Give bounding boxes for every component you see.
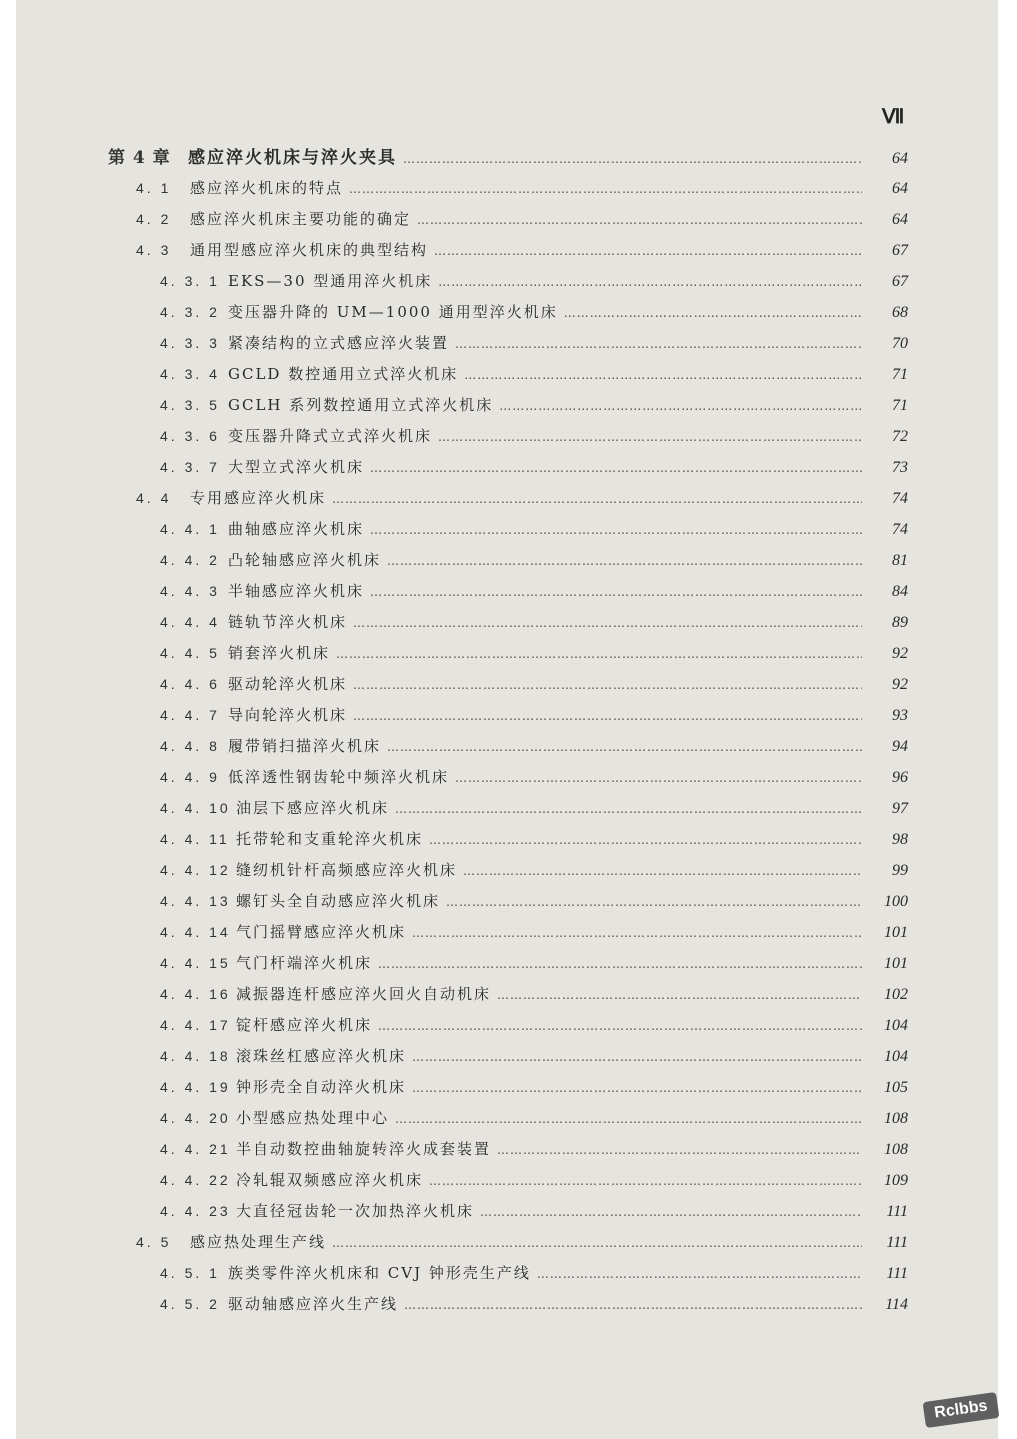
dot-leader: [395, 802, 862, 816]
toc-entry-number: 4. 5. 2: [160, 1296, 220, 1312]
toc-entry[interactable]: [108, 549, 908, 577]
toc-entry[interactable]: [108, 1293, 908, 1321]
toc-entry-page: 97: [892, 800, 908, 817]
toc-entry-page: 64: [892, 180, 908, 197]
toc-entry-title: 大直径冠齿轮一次加热淬火机床: [236, 1202, 475, 1220]
dot-leader: [387, 554, 862, 568]
toc-entry[interactable]: [108, 673, 908, 701]
dot-leader: [463, 864, 862, 878]
dot-leader: [429, 1174, 862, 1188]
toc-entry-title: 驱动轮淬火机床: [228, 675, 348, 693]
toc-entry-page: 104: [884, 1048, 908, 1065]
toc-entry-page: 73: [892, 459, 908, 476]
toc-entry-number: 4. 1: [136, 180, 172, 196]
toc-entry[interactable]: [108, 239, 908, 267]
toc-entry-page: 111: [886, 1234, 908, 1251]
toc-entry[interactable]: [108, 983, 908, 1011]
toc-entry-title: 大型立式淬火机床: [228, 458, 365, 476]
toc-entry-number: 4. 4: [136, 490, 172, 506]
toc-entry-page: 101: [884, 955, 908, 972]
dot-leader: [336, 647, 862, 661]
toc-entry-page: 93: [892, 707, 908, 724]
toc-entry-title: 滚珠丝杠感应淬火机床: [236, 1047, 407, 1065]
dot-leader: [438, 275, 862, 289]
toc-entry-number: 4. 3. 6: [160, 428, 220, 444]
dot-leader: [403, 152, 862, 166]
toc-entry[interactable]: [108, 1076, 908, 1104]
dot-leader: [412, 1081, 862, 1095]
toc-entry-title: 链轨节淬火机床: [228, 613, 348, 631]
toc-entry-title: 驱动轴感应淬火生产线: [228, 1295, 399, 1313]
toc-entry-page: 94: [892, 738, 908, 755]
toc-entry-title: 感应热处理生产线: [190, 1233, 327, 1251]
toc-entry-title: 低淬透性钢齿轮中频淬火机床: [228, 768, 450, 786]
dot-leader: [353, 616, 862, 630]
toc-entry[interactable]: [108, 611, 908, 639]
toc-entry-page: 111: [886, 1265, 908, 1282]
toc-entry[interactable]: [108, 208, 908, 236]
document-page: [16, 0, 998, 1439]
dot-leader: [537, 1267, 862, 1281]
toc-entry-title: 半自动数控曲轴旋转淬火成套装置: [236, 1140, 492, 1158]
toc-entry-page: 89: [892, 614, 908, 631]
toc-entry-page: 105: [884, 1079, 908, 1096]
toc-entry[interactable]: [108, 177, 908, 205]
toc-entry-title: 变压器升降的 UM—1000 通用型淬火机床: [228, 303, 558, 321]
watermark-logo: Rclbbs: [923, 1392, 1000, 1428]
toc-entry-number: 4. 3. 7: [160, 459, 220, 475]
toc-entry-page: 108: [884, 1110, 908, 1127]
toc-chapter-entry[interactable]: [108, 143, 908, 171]
toc-entry[interactable]: [108, 828, 908, 856]
toc-entry-number: 4. 4. 20: [160, 1110, 231, 1126]
chapter-page: 64: [892, 150, 908, 167]
toc-entry[interactable]: [108, 1107, 908, 1135]
dot-leader: [353, 709, 862, 723]
toc-entry-number: 4. 2: [136, 211, 172, 227]
dot-leader: [412, 926, 862, 940]
toc-entry-number: 4. 4. 19: [160, 1079, 231, 1095]
toc-entry[interactable]: [108, 332, 908, 360]
toc-entry[interactable]: [108, 270, 908, 298]
dot-leader: [455, 337, 862, 351]
toc-entry-title: 族类零件淬火机床和 CVJ 钟形壳生产线: [228, 1264, 531, 1282]
toc-entry-page: 67: [892, 273, 908, 290]
toc-entry[interactable]: [108, 921, 908, 949]
toc-entry-number: 4. 4. 21: [160, 1141, 231, 1157]
dot-leader: [370, 461, 862, 475]
toc-entry-number: 4. 4. 2: [160, 552, 220, 568]
toc-entry[interactable]: [108, 766, 908, 794]
toc-entry-title: 变压器升降式立式淬火机床: [228, 427, 433, 445]
dot-leader: [378, 1019, 862, 1033]
toc-entry-page: 74: [892, 490, 908, 507]
toc-entry-page: 74: [892, 521, 908, 538]
toc-entry-page: 64: [892, 211, 908, 228]
toc-entry[interactable]: [108, 1200, 908, 1228]
toc-entry-page: 71: [892, 397, 908, 414]
toc-entry-title: 托带轮和支重轮淬火机床: [236, 830, 424, 848]
toc-entry-number: 4. 4. 12: [160, 862, 231, 878]
dot-leader: [387, 740, 862, 754]
toc-entry[interactable]: [108, 363, 908, 391]
toc-entry-page: 99: [892, 862, 908, 879]
dot-leader: [370, 523, 862, 537]
toc-entry-title: 气门摇臂感应淬火机床: [236, 923, 407, 941]
toc-entry-number: 4. 3. 5: [160, 397, 220, 413]
toc-entry-number: 4. 4. 3: [160, 583, 220, 599]
toc-entry-page: 98: [892, 831, 908, 848]
toc-entry-page: 92: [892, 676, 908, 693]
toc-entry-number: 4. 4. 6: [160, 676, 220, 692]
toc-entry-page: 96: [892, 769, 908, 786]
dot-leader: [429, 833, 862, 847]
toc-entry[interactable]: [108, 890, 908, 918]
toc-entry-number: 4. 4. 16: [160, 986, 231, 1002]
toc-entry[interactable]: [108, 859, 908, 887]
toc-entry-page: 67: [892, 242, 908, 259]
toc-entry-page: 81: [892, 552, 908, 569]
toc-entry-page: 84: [892, 583, 908, 600]
dot-leader: [499, 399, 862, 413]
toc-entry-title: 专用感应淬火机床: [190, 489, 327, 507]
toc-entry-title: 缝纫机针杆高频感应淬火机床: [236, 861, 458, 879]
toc-entry-title: 曲轴感应淬火机床: [228, 520, 365, 538]
toc-entry-page: 101: [884, 924, 908, 941]
dot-leader: [349, 182, 862, 196]
toc-entry-title: GCLH 系列数控通用立式淬火机床: [228, 396, 494, 414]
toc-entry-page: 114: [885, 1296, 908, 1313]
toc-entry-number: 4. 4. 10: [160, 800, 231, 816]
toc-entry[interactable]: [108, 642, 908, 670]
toc-entry-number: 4. 4. 13: [160, 893, 231, 909]
toc-entry[interactable]: [108, 1014, 908, 1042]
toc-entry-number: 4. 4. 22: [160, 1172, 231, 1188]
toc-entry-page: 70: [892, 335, 908, 352]
toc-entry-title: 感应淬火机床主要功能的确定: [190, 210, 412, 228]
toc-entry-title: 紧凑结构的立式感应淬火装置: [228, 334, 450, 352]
toc-entry-title: 减振器连杆感应淬火回火自动机床: [236, 985, 492, 1003]
toc-entry-title: 油层下感应淬火机床: [236, 799, 390, 817]
toc-entry-page: 104: [884, 1017, 908, 1034]
toc-entry-number: 4. 3. 1: [160, 273, 220, 289]
toc-entry-page: 109: [884, 1172, 908, 1189]
toc-entry[interactable]: [108, 301, 908, 329]
dot-leader: [464, 368, 862, 382]
dot-leader: [370, 585, 862, 599]
dot-leader: [404, 1298, 862, 1312]
toc-entry-number: 4. 3. 3: [160, 335, 220, 351]
toc-entry[interactable]: [108, 1169, 908, 1197]
toc-entry-page: 100: [884, 893, 908, 910]
toc-entry[interactable]: [108, 735, 908, 763]
toc-entry-title: 冷轧辊双频感应淬火机床: [236, 1171, 424, 1189]
toc-entry-title: 导向轮淬火机床: [228, 706, 348, 724]
toc-entry-title: 气门杆端淬火机床: [236, 954, 373, 972]
toc-entry[interactable]: [108, 487, 908, 515]
toc-entry-title: 凸轮轴感应淬火机床: [228, 551, 382, 569]
toc-entry-title: 履带销扫描淬火机床: [228, 737, 382, 755]
toc-entry[interactable]: [108, 704, 908, 732]
toc-entry-number: 4. 4. 4: [160, 614, 220, 630]
toc-entry-number: 4. 3: [136, 242, 172, 258]
dot-leader: [446, 895, 862, 909]
toc-entry-page: 92: [892, 645, 908, 662]
toc-entry[interactable]: [108, 456, 908, 484]
dot-leader: [480, 1205, 862, 1219]
toc-entry[interactable]: [108, 1045, 908, 1073]
chapter-title: 感应淬火机床与淬火夹具: [188, 148, 397, 168]
toc-entry-number: 4. 4. 5: [160, 645, 220, 661]
dot-leader: [497, 1143, 862, 1157]
toc-entry-page: 71: [892, 366, 908, 383]
dot-leader: [438, 430, 862, 444]
toc-entry-number: 4. 5: [136, 1234, 172, 1250]
dot-leader: [332, 1236, 862, 1250]
toc-entry-title: 感应淬火机床的特点: [190, 179, 344, 197]
dot-leader: [417, 213, 862, 227]
toc-entry-page: 68: [892, 304, 908, 321]
dot-leader: [455, 771, 862, 785]
toc-entry-number: 4. 4. 8: [160, 738, 220, 754]
toc-entry-number: 4. 4. 14: [160, 924, 231, 940]
toc-entry[interactable]: [108, 952, 908, 980]
toc-entry[interactable]: [108, 1231, 908, 1259]
dot-leader: [395, 1112, 862, 1126]
toc-entry-number: 4. 3. 2: [160, 304, 220, 320]
toc-entry-page: 102: [884, 986, 908, 1003]
toc-entry[interactable]: [108, 1262, 908, 1290]
dot-leader: [497, 988, 862, 1002]
toc-entry-title: 销套淬火机床: [228, 644, 331, 662]
toc-entry-title: EKS—30 型通用淬火机床: [228, 272, 433, 290]
toc-entry[interactable]: [108, 797, 908, 825]
toc-entry[interactable]: [108, 518, 908, 546]
toc-entry-page: 111: [886, 1203, 908, 1220]
toc-entry[interactable]: [108, 394, 908, 422]
toc-entry-title: 半轴感应淬火机床: [228, 582, 365, 600]
toc-entry-title: 锭杆感应淬火机床: [236, 1016, 373, 1034]
toc-entry-title: 小型感应热处理中心: [236, 1109, 390, 1127]
toc-entry-number: 4. 4. 15: [160, 955, 231, 971]
page-number: Ⅶ: [882, 106, 905, 128]
dot-leader: [412, 1050, 862, 1064]
dot-leader: [353, 678, 862, 692]
chapter-number: 第 4 章: [108, 148, 171, 168]
toc-entry-number: 4. 4. 18: [160, 1048, 231, 1064]
toc-entry-number: 4. 4. 23: [160, 1203, 231, 1219]
toc-entry-page: 72: [892, 428, 908, 445]
toc-entry-number: 4. 3. 4: [160, 366, 220, 382]
toc-entry-number: 4. 5. 1: [160, 1265, 220, 1281]
toc-entry[interactable]: [108, 425, 908, 453]
toc-entry-title: 螺钉头全自动感应淬火机床: [236, 892, 441, 910]
dot-leader: [564, 306, 862, 320]
toc-entry-number: 4. 4. 9: [160, 769, 220, 785]
toc-entry-number: 4. 4. 17: [160, 1017, 231, 1033]
dot-leader: [434, 244, 862, 258]
toc-entry-number: 4. 4. 7: [160, 707, 220, 723]
dot-leader: [332, 492, 862, 506]
toc-entry-number: 4. 4. 1: [160, 521, 220, 537]
toc-entry-title: 通用型感应淬火机床的典型结构: [190, 241, 429, 259]
toc-entry[interactable]: [108, 1138, 908, 1166]
toc-entry-title: GCLD 数控通用立式淬火机床: [228, 365, 459, 383]
toc-entry-page: 108: [884, 1141, 908, 1158]
toc-entry[interactable]: [108, 580, 908, 608]
toc-entry-number: 4. 4. 11: [160, 831, 230, 847]
dot-leader: [378, 957, 862, 971]
toc-entry-title: 钟形壳全自动淬火机床: [236, 1078, 407, 1096]
